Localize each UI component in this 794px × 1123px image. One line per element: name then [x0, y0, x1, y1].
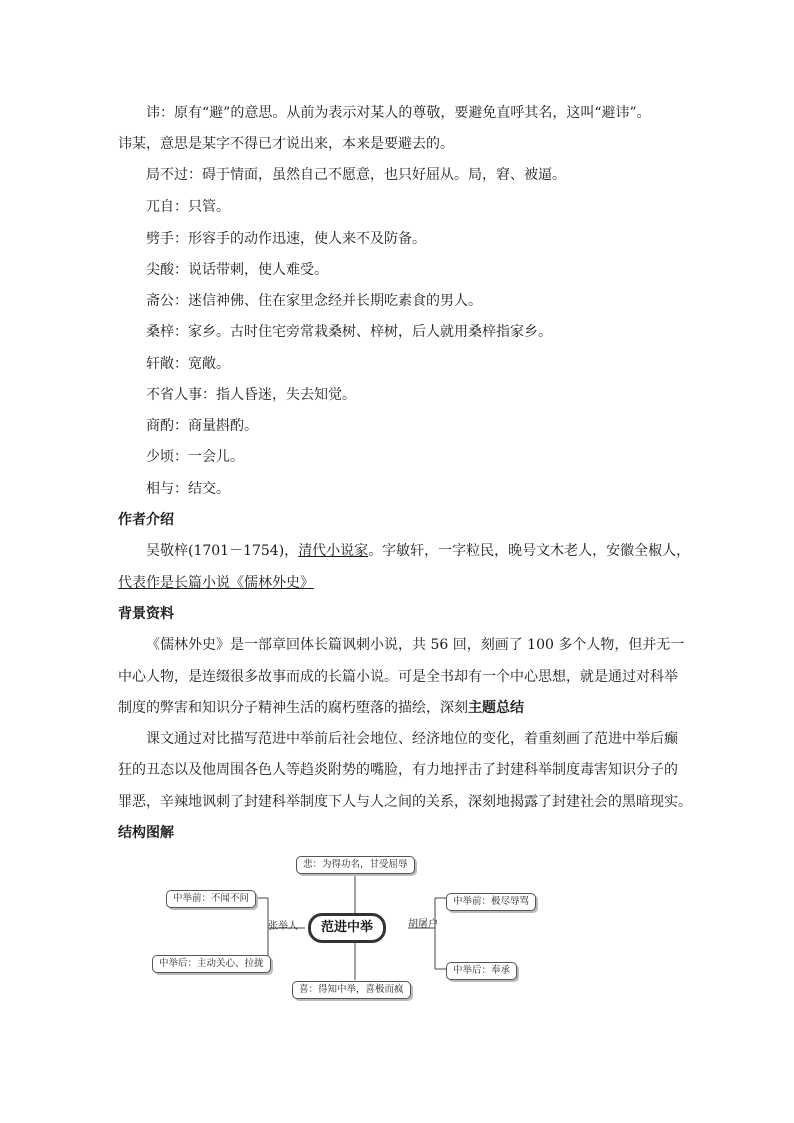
background-line1: 《儒林外史》是一部章回体长篇讽刺小说，共 56 回，刻画了 100 多个人物，但并无一	[146, 637, 685, 653]
author-heading: 作者介绍	[118, 512, 174, 528]
glossary-zhaigong: 斋公：迷信神佛、住在家里念经并长期吃素食的男人。	[146, 293, 482, 309]
left-top-node: 中举前：不闻不问	[166, 890, 256, 908]
structure-heading: 结构图解	[118, 825, 174, 841]
background-line6: 罪恶，辛辣地讽刺了封建科举制度下人与人之间的关系，深刻地揭露了封建社会的黑暗现实。	[118, 794, 692, 810]
glossary-shangzhuo: 商酌：商量斟酌。	[146, 418, 258, 434]
right-top-node: 中举前：极尽辱骂	[446, 893, 536, 911]
glossary-jubuguo: 局不过：碍于情面，虽然自己不愿意，也只好屈从。局，窘、被逼。	[146, 167, 566, 183]
author-paragraph-line1	[146, 541, 726, 561]
glossary-hui-line2: 讳某，意思是某字不得已才说出来，本来是要避去的。	[118, 136, 454, 152]
right-bottom-node: 中举后：奉承	[446, 962, 517, 980]
bottom-node-joy: 喜：得知中举，喜极而疯	[292, 981, 411, 999]
theme-summary-label: 主题总结	[468, 700, 524, 716]
structure-diagram	[150, 852, 580, 1002]
background-line5: 狂的丑态以及他周围各色人等趋炎附势的嘴脸，有力地抨击了封建科举制度毒害知识分子的	[118, 762, 678, 778]
center-node: 范进中举	[308, 913, 386, 943]
glossary-jiansuan: 尖酸：说话带刺，使人难受。	[146, 262, 328, 278]
background-line2: 中心人物，是连缀很多故事而成的长篇小说。可是全书却有一个中心思想，就是通过对科举	[118, 669, 678, 685]
top-node-sorrow: 悲：为得功名，甘受屈辱	[296, 856, 415, 874]
glossary-buxingrenshi: 不省人事：指人昏迷，失去知觉。	[146, 387, 356, 403]
glossary-shaoqing: 少顷：一会儿。	[146, 449, 244, 465]
glossary-sangzi: 桑梓：家乡。古时住宅旁常栽桑树、梓树，后人就用桑梓指家乡。	[146, 324, 552, 340]
background-line3-text: 制度的弊害和知识分子精神生活的腐朽堕落的描绘，深刻	[118, 700, 468, 716]
glossary-xuanchang: 轩敞：宽敞。	[146, 356, 230, 372]
glossary-wuzi: 兀自：只管。	[146, 199, 230, 215]
author-text-a: 吴敬梓(1701－1754)，	[146, 543, 299, 559]
background-line3	[118, 698, 698, 718]
author-paragraph-line2: 代表作是长篇小说《儒林外史》	[118, 575, 314, 591]
left-bottom-node: 中举后：主动关心、拉拢	[152, 955, 271, 973]
author-text-c: 。字敏轩，一字粒民，晚号文木老人，安徽全椒人，	[368, 543, 691, 559]
glossary-xiangyu: 相与：结交。	[146, 481, 230, 497]
author-occupation: 清代小说家	[298, 543, 369, 559]
glossary-pishou: 劈手：形容手的动作迅速，使人来不及防备。	[146, 231, 426, 247]
background-line4: 课文通过对比描写范进中举前后社会地位、经济地位的变化，着重刻画了范进中举后癫	[146, 731, 678, 747]
background-heading: 背景资料	[118, 606, 174, 622]
right-branch-label: 胡屠户	[408, 919, 438, 930]
left-branch-label: 张举人	[268, 921, 298, 932]
glossary-hui-line1: 讳：原有“避”的意思。从前为表示对某人的尊敬，要避免直呼其名，这叫“避讳”。	[146, 105, 651, 121]
